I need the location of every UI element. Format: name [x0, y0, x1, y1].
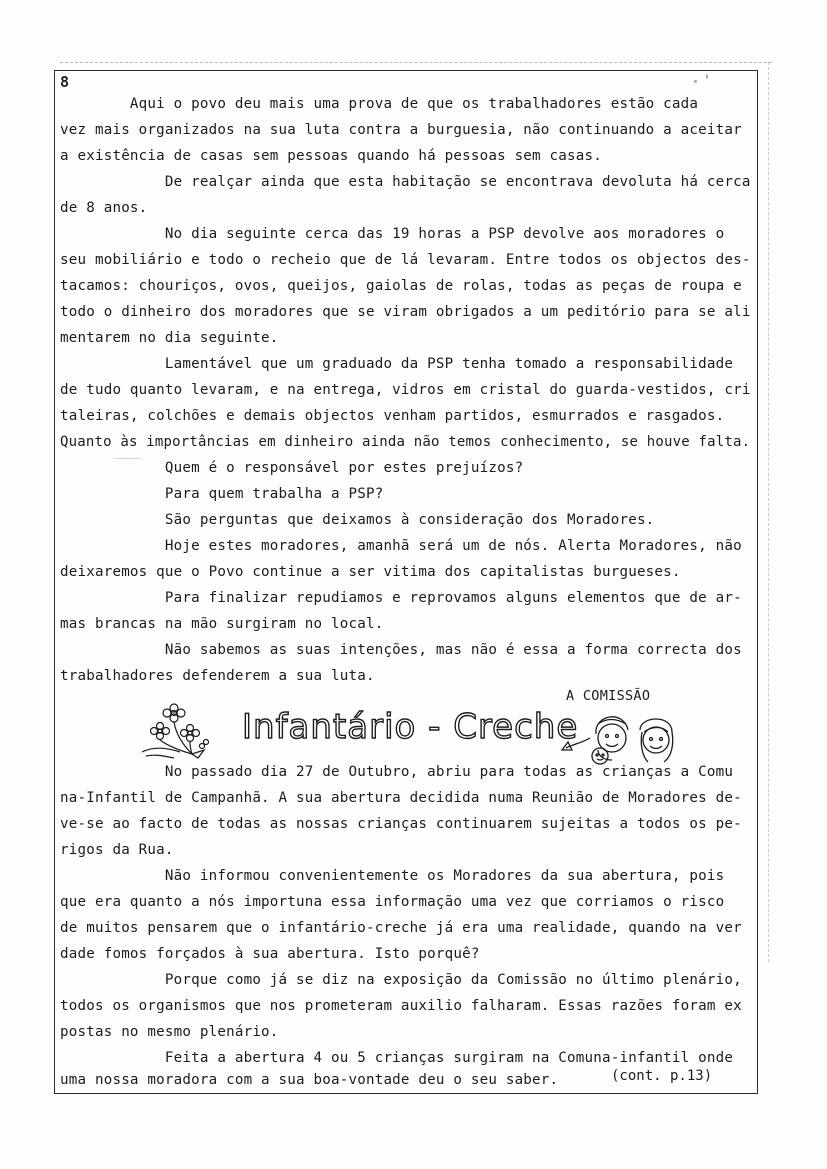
- text-line: mentarem no dia seguinte.: [60, 330, 279, 346]
- text-line: Quanto às importâncias em dinheiro ainda não temos conhecimento, se houve falta.: [60, 434, 751, 450]
- flowers-drawing-icon: [134, 696, 214, 766]
- text-line: seu mobiliário e todo o recheio que de lá levaram. Entre todos os objectos des-: [60, 252, 751, 268]
- text-line: No dia seguinte cerca das 19 horas a PSP devolve aos moradores o: [60, 226, 725, 242]
- text-line: taleiras, colchões e demais objectos venham partidos, esmurrados e rasgados.: [60, 408, 725, 424]
- text-line: Porque como já se diz na exposição da Comissão no último plenário,: [60, 972, 742, 988]
- text-line: rigos da Rua.: [60, 842, 174, 858]
- page-border-shadow-top: [60, 62, 772, 64]
- text-line: Para quem trabalha a PSP?: [60, 486, 384, 502]
- text-line: a existência de casas sem pessoas quando há pessoas sem casas.: [60, 148, 602, 164]
- text-line: No passado dia 27 de Outubro, abriu para todas as crianças a Comu: [60, 764, 734, 780]
- ink-speck: [694, 80, 697, 83]
- text-line: deixaremos que o Povo continue a ser vitima dos capitalistas burgueses.: [60, 564, 681, 580]
- text-line: que era quanto a nós importuna essa informação uma vez que corriamos o risco: [60, 894, 725, 910]
- children-faces-drawing-icon: [560, 704, 690, 766]
- text-line: ve-se ao facto de todas as nossas crianças continuarem sujeitas a todos os pe-: [60, 816, 742, 832]
- text-line: São perguntas que deixamos à consideração dos Moradores.: [60, 512, 655, 528]
- text-line: vez mais organizados na sua luta contra a burguesia, não continuando a aceitar: [60, 122, 742, 138]
- text-line: mas brancas na mão surgiram no local.: [60, 616, 384, 632]
- text-line: Hoje estes moradores, amanhã será um de nós. Alerta Moradores, não: [60, 538, 742, 554]
- text-line: de tudo quanto levaram, e na entrega, vidros em cristal do guarda-vestidos, cri: [60, 382, 751, 398]
- signature: A COMISSÃO: [566, 688, 651, 704]
- text-line: todo o dinheiro dos moradores que se viram obrigados a um peditório para se ali: [60, 304, 751, 320]
- text-line: De realçar ainda que esta habitação se encontrava devoluta há cerca: [60, 174, 751, 190]
- text-line: postas no mesmo plenário.: [60, 1024, 279, 1040]
- text-line: na-Infantil de Campanhã. A sua abertura decidida numa Reunião de Moradores de-: [60, 790, 742, 806]
- text-line: Feita a abertura 4 ou 5 crianças surgiram na Comuna-infantil onde: [60, 1050, 734, 1066]
- text-line: Aqui o povo deu mais uma prova de que os trabalhadores estão cada: [60, 96, 699, 112]
- section-heading: Infantário - Creche: [242, 707, 579, 747]
- text-line: de 8 anos.: [60, 200, 148, 216]
- ink-speck: [112, 458, 142, 459]
- text-line: Não sabemos as suas intenções, mas não é essa a forma correcta dos: [60, 642, 742, 658]
- text-line: Quem é o responsável por estes prejuízos?: [60, 460, 524, 476]
- ink-speck: [706, 74, 708, 79]
- text-line: trabalhadores defenderem a sua luta.: [60, 668, 375, 684]
- text-line: uma nossa moradora com a sua boa-vontade deu o seu saber.: [60, 1072, 559, 1088]
- page-number: 8: [60, 73, 70, 91]
- text-line: tacamos: chouriços, ovos, queijos, gaiolas de rolas, todas as peças de roupa e: [60, 278, 742, 294]
- text-line: Lamentável que um graduado da PSP tenha tomado a responsabilidade: [60, 356, 734, 372]
- text-line: Não informou convenientemente os Moradores da sua abertura, pois: [60, 868, 725, 884]
- text-line: Para finalizar repudiamos e reprovamos alguns elementos que de ar-: [60, 590, 742, 606]
- continued-note: (cont. p.13): [611, 1068, 713, 1084]
- page-border: [54, 70, 758, 1094]
- text-line: dade fomos forçados à sua abertura. Isto porquê?: [60, 946, 480, 962]
- page-border-shadow-right: [768, 62, 770, 962]
- text-line: todos os organismos que nos prometeram auxilio falharam. Essas razões foram ex: [60, 998, 742, 1014]
- text-line: de muitos pensarem que o infantário-creche já era uma realidade, quando na ver: [60, 920, 742, 936]
